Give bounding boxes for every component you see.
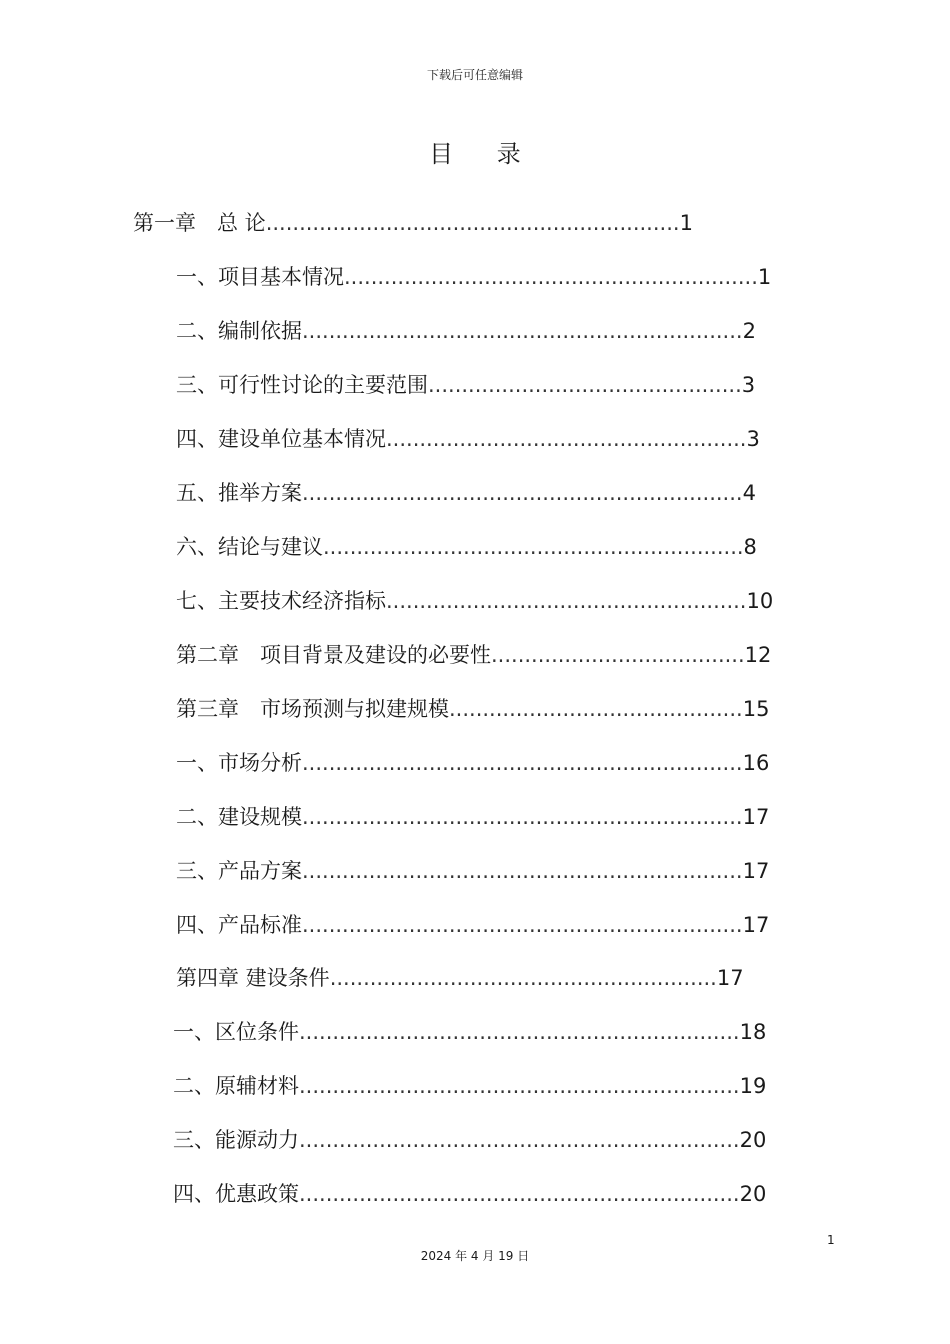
- toc-entry-leader: ..................................................................: [302, 319, 743, 343]
- toc-entry-section[interactable]: [176, 263, 771, 291]
- toc-entry-label: 三、产品方案: [176, 859, 302, 883]
- toc-entry-label: 第三章 市场预测与拟建规模: [176, 697, 449, 721]
- toc-entry-page: 18: [739, 1020, 767, 1044]
- toc-entry-chapter-2[interactable]: [176, 641, 771, 669]
- toc-entry-page: 2: [742, 319, 756, 343]
- toc-entry-section[interactable]: [176, 587, 773, 615]
- page-header: 下载后可任意编辑: [426, 68, 523, 82]
- toc-entry-label: 四、产品标准: [176, 913, 302, 937]
- toc-entry-chapter-1[interactable]: [133, 209, 693, 237]
- toc-entry-leader: ...............................................: [428, 373, 742, 397]
- toc-entry-section[interactable]: [176, 749, 769, 777]
- toc-entry-leader: ..................................................................: [299, 1020, 740, 1044]
- toc-entry-section[interactable]: [173, 1018, 766, 1046]
- toc-entry-leader: ..................................................................: [302, 481, 743, 505]
- toc-entry-leader: ..............................................................: [265, 211, 680, 235]
- toc-entry-leader: ..............................................................: [344, 265, 758, 289]
- toc-entry-label: 四、优惠政策: [173, 1182, 299, 1206]
- toc-entry-page: 20: [739, 1128, 767, 1152]
- toc-entry-leader: ..................................................................: [299, 1074, 740, 1098]
- toc-entry-page: 17: [742, 859, 770, 883]
- toc-entry-page: 3: [746, 427, 760, 451]
- toc-entry-section[interactable]: [173, 1126, 766, 1154]
- page-footer-date: 2024 年 4 月 19 日: [420, 1249, 530, 1263]
- toc-entry-page: 12: [744, 643, 772, 667]
- toc-entry-section[interactable]: [173, 1072, 766, 1100]
- toc-entry-section[interactable]: [176, 857, 769, 885]
- toc-entry-section[interactable]: [176, 425, 760, 453]
- toc-entry-chapter-4[interactable]: [176, 964, 744, 992]
- toc-entry-section[interactable]: [176, 479, 756, 507]
- toc-entry-page: 20: [739, 1182, 767, 1206]
- toc-entry-leader: ...............................................................: [323, 535, 744, 559]
- toc-entry-label: 三、能源动力: [173, 1128, 299, 1152]
- toc-entry-label: 七、主要技术经济指标: [176, 589, 386, 613]
- toc-entry-page: 15: [742, 697, 770, 721]
- toc-entry-leader: ..................................................................: [302, 859, 743, 883]
- toc-entry-label: 第四章 建设条件: [176, 966, 330, 990]
- toc-entry-label: 二、建设规模: [176, 805, 302, 829]
- toc-entry-label: 五、推举方案: [176, 481, 302, 505]
- toc-entry-page: 1: [757, 265, 772, 289]
- toc-entry-page: 17: [742, 805, 770, 829]
- toc-entry-label: 四、建设单位基本情况: [176, 427, 386, 451]
- toc-entry-label: 二、原辅材料: [173, 1074, 299, 1098]
- toc-entry-label: 一、区位条件: [173, 1020, 299, 1044]
- toc-entry-page: 8: [743, 535, 757, 559]
- toc-entry-page: 17: [716, 966, 744, 990]
- toc-entry-leader: ......................................................: [386, 427, 747, 451]
- page-number: 1: [827, 1233, 835, 1247]
- toc-entry-section[interactable]: [176, 317, 756, 345]
- toc-title: 目 录: [429, 140, 539, 168]
- toc-entry-section[interactable]: [176, 803, 769, 831]
- toc-entry-page: 19: [739, 1074, 767, 1098]
- toc-entry-leader: ..........................................................: [329, 966, 717, 990]
- toc-entry-label: 一、项目基本情况: [176, 265, 344, 289]
- toc-entry-leader: ..................................................................: [299, 1182, 740, 1206]
- toc-entry-label: 第二章 项目背景及建设的必要性: [176, 643, 491, 667]
- toc-entry-section[interactable]: [176, 911, 769, 939]
- toc-entry-leader: ..................................................................: [299, 1128, 740, 1152]
- toc-entry-leader: ............................................: [449, 697, 743, 721]
- toc-entry-label: 二、编制依据: [176, 319, 302, 343]
- toc-entry-label: 三、可行性讨论的主要范围: [176, 373, 428, 397]
- toc-entry-leader: ..................................................................: [302, 751, 743, 775]
- toc-entry-section[interactable]: [176, 371, 755, 399]
- toc-entry-label: 六、结论与建议: [176, 535, 323, 559]
- toc-entry-page: 3: [741, 373, 756, 397]
- toc-entry-leader: ..................................................................: [302, 913, 743, 937]
- toc-entry-label: 一、市场分析: [176, 751, 302, 775]
- toc-entry-chapter-3[interactable]: [176, 695, 769, 723]
- toc-entry-section[interactable]: [176, 533, 757, 561]
- toc-entry-leader: ..................................................................: [302, 805, 743, 829]
- toc-entry-page: 10: [746, 589, 774, 613]
- toc-entry-leader: ......................................: [491, 643, 745, 667]
- toc-entry-page: 1: [679, 211, 693, 235]
- toc-entry-label: 第一章 总 论: [133, 211, 266, 235]
- toc-entry-page: 4: [742, 481, 756, 505]
- toc-entry-page: 16: [742, 751, 770, 775]
- toc-entry-section[interactable]: [173, 1180, 766, 1208]
- toc-entry-page: 17: [742, 913, 770, 937]
- toc-entry-leader: ......................................................: [386, 589, 747, 613]
